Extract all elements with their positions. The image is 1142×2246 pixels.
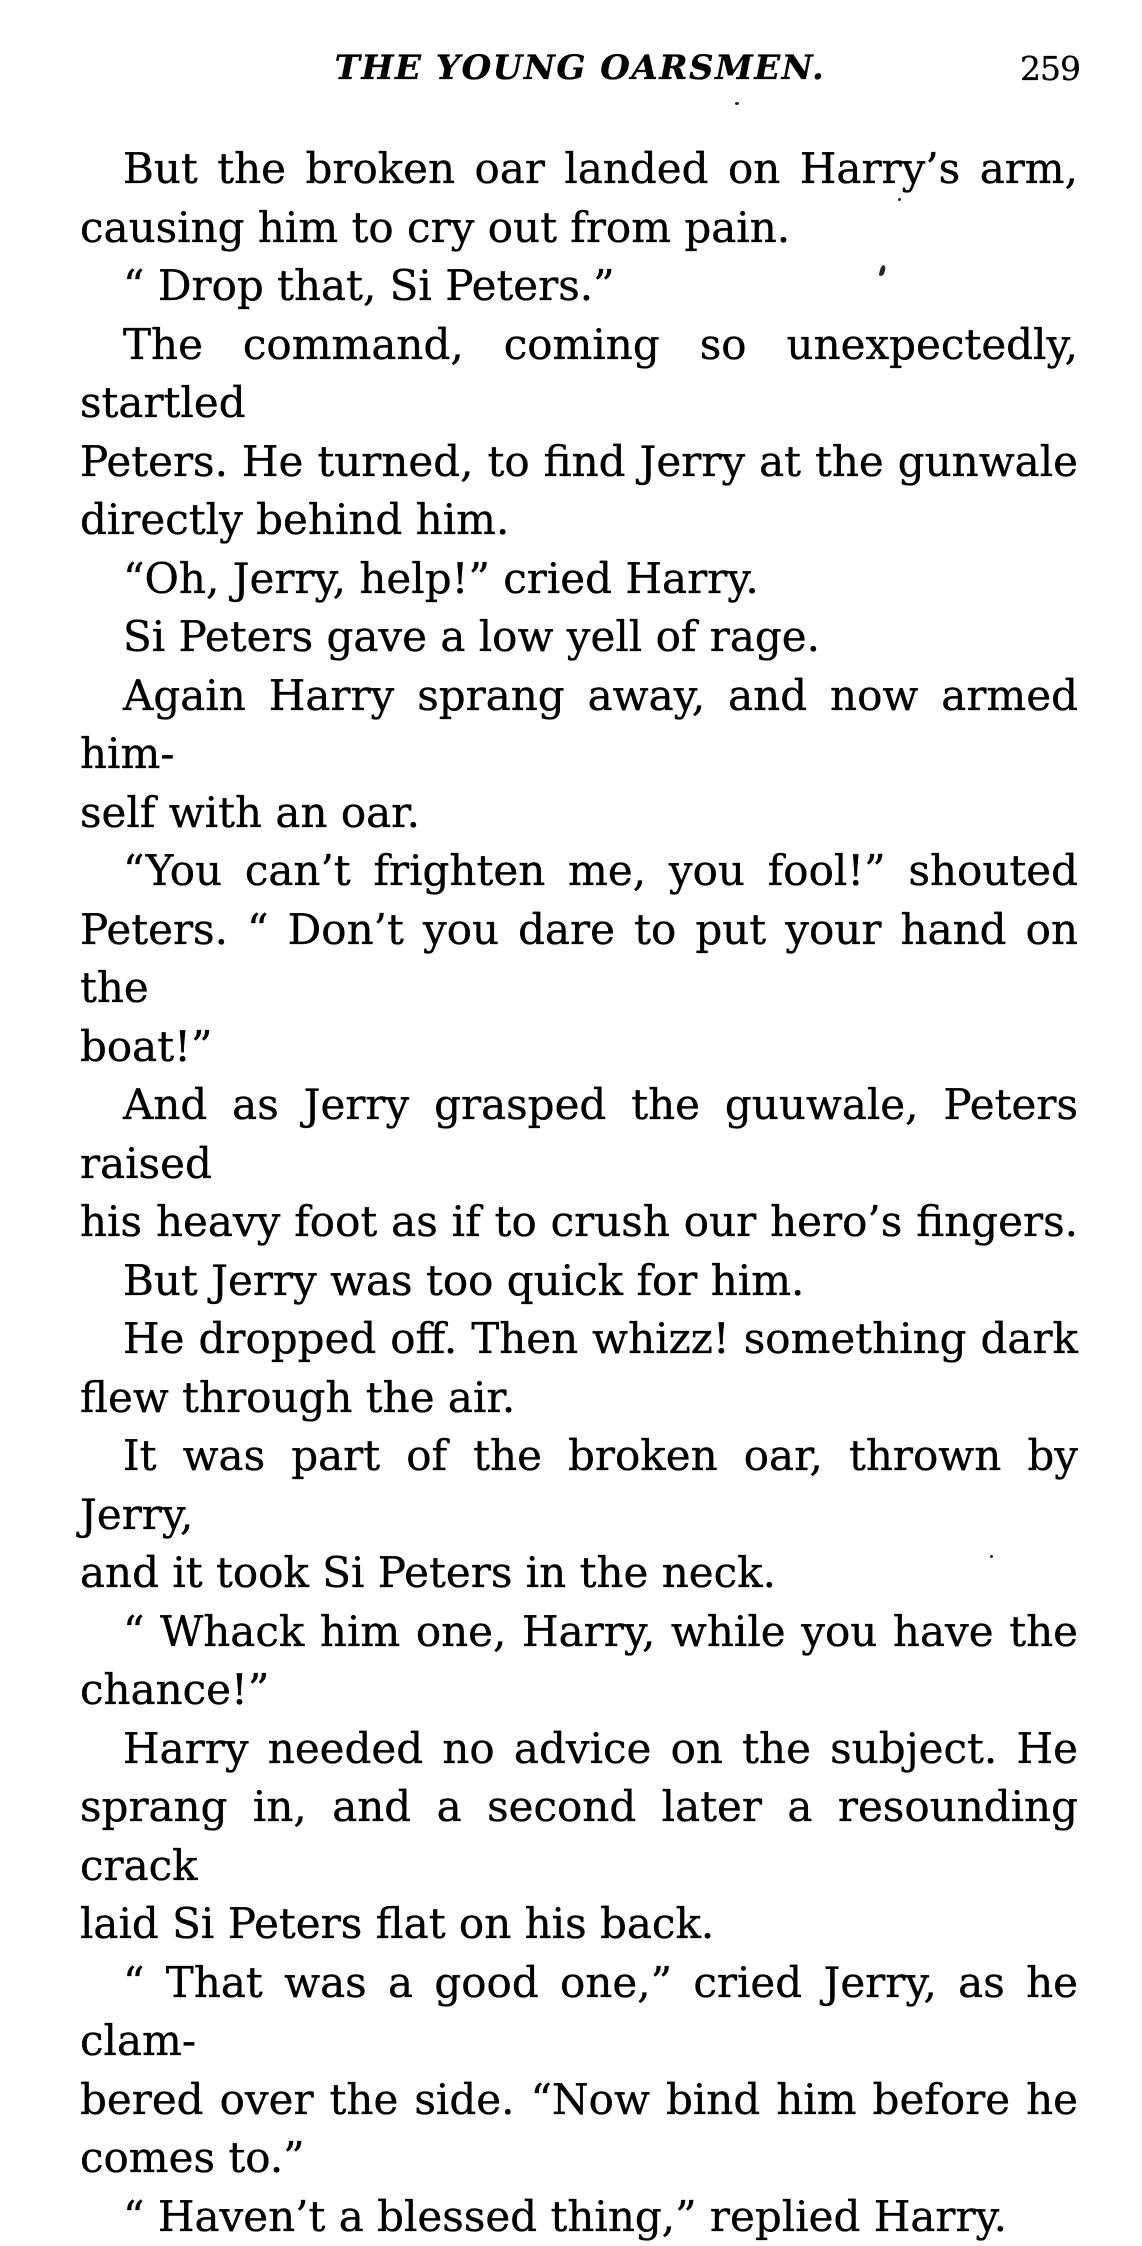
- text-line: He dropped off. Then whizz! something dark: [80, 1310, 1078, 1369]
- text-line: “ Drop that, Si Peters.”: [80, 257, 1078, 316]
- page-header: [80, 51, 1080, 95]
- text-line: Peters. He turned, to find Jerry at the gunwale: [80, 433, 1078, 492]
- text-line: self with an oar.: [80, 784, 1078, 843]
- text-line: “Oh, Jerry, help!” cried Harry.: [80, 550, 1078, 609]
- text-line: boat!”: [80, 1018, 1078, 1077]
- text-line: his heavy foot as if to crush our hero’s fingers.: [80, 1193, 1078, 1252]
- text-line: comes to.”: [80, 2129, 1078, 2188]
- running-head-title: THE YOUNG OARSMEN.: [335, 51, 826, 85]
- text-line: causing him to cry out from pain.: [80, 199, 1078, 258]
- text-line: But Jerry was too quick for him.: [80, 1252, 1078, 1311]
- text-line: But the broken oar landed on Harry’s arm,: [80, 140, 1078, 199]
- text-line: “ Whack him one, Harry, while you have the: [80, 1603, 1078, 1662]
- text-line: Harry needed no advice on the subject. He: [80, 1720, 1078, 1779]
- text-line: “You can’t frighten me, you fool!” shouted: [80, 842, 1078, 901]
- text-line: flew through the air.: [80, 1369, 1078, 1428]
- scan-artifact-dot: [898, 198, 901, 201]
- text-line: laid Si Peters flat on his back.: [80, 1895, 1078, 1954]
- text-line: Again Harry sprang away, and now armed him-: [80, 667, 1078, 784]
- text-line: The command, coming so unexpectedly, startled: [80, 316, 1078, 433]
- scan-artifact-dot: [990, 1555, 993, 1558]
- text-line: chance!”: [80, 1661, 1078, 1720]
- text-line: and it took Si Peters in the neck.: [80, 1544, 1078, 1603]
- text-line: bered over the side. “Now bind him before he: [80, 2071, 1078, 2130]
- text-body: [80, 140, 1078, 2246]
- text-line: sprang in, and a second later a resounding crack: [80, 1778, 1078, 1895]
- page-number: 259: [1020, 52, 1080, 85]
- text-line: And as Jerry grasped the guuwale, Peters raised: [80, 1076, 1078, 1193]
- text-line: directly behind him.: [80, 491, 1078, 550]
- text-line: “ That was a good one,” cried Jerry, as he clam-: [80, 1954, 1078, 2071]
- scan-artifact-dot: [735, 102, 739, 105]
- text-line: “ Haven’t a blessed thing,” replied Harry.: [80, 2188, 1078, 2246]
- text-line: Si Peters gave a low yell of rage.: [80, 608, 1078, 667]
- text-line: It was part of the broken oar, thrown by Jerry,: [80, 1427, 1078, 1544]
- text-line: Peters. “ Don’t you dare to put your hand on the: [80, 901, 1078, 1018]
